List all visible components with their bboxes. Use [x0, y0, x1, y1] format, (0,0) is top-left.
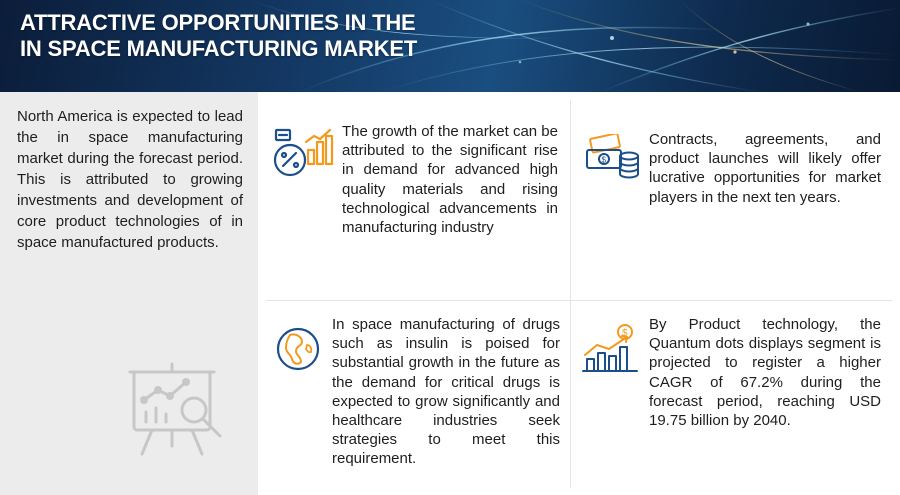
- money-coins-icon: [585, 134, 641, 189]
- header-banner: [0, 0, 900, 92]
- page-title: [20, 10, 417, 62]
- svg-text:$: $: [601, 155, 606, 165]
- left-panel: [0, 92, 258, 495]
- card-opportunities: [571, 92, 900, 300]
- card-drug-manufacturing: [258, 301, 570, 495]
- title-line-2: IN SPACE MANUFACTURING MARKET: [20, 36, 418, 61]
- card-product-technology-text: By Product technology, the Quantum dots displays segment is projected to register a higher CAGR of 67.2% during the forecast period, reaching USD 19.75 billion by 2040.: [649, 316, 881, 430]
- growth-chart-icon: [272, 128, 334, 185]
- card-product-technology: [571, 301, 900, 495]
- left-panel-text: North America is expected to lead the in space manufacturing market during the forecast period. This is attributed to growing investments and development of core product technologies of in space manufactured products.: [17, 108, 243, 251]
- svg-text:$: $: [622, 328, 628, 339]
- card-opportunities-text: Contracts, agreements, and product launches will likely offer lucrative opportunities for market players in the next ten years.: [649, 131, 881, 206]
- dollar-growth-icon: [581, 323, 641, 380]
- globe-icon: [274, 325, 322, 378]
- card-drug-manufacturing-text: In space manufacturing of drugs such as insulin is poised for substantial growth in the future as the demand for critical drugs is expected to grow significantly and healthcare industries seek strategies to meet this requirement.: [332, 316, 560, 468]
- right-panel: [258, 92, 900, 495]
- card-market-growth-text: The growth of the market can be attributed to the significant rise in demand for advanced high quality materials and rising technological advancements in manufacturing industry: [342, 123, 558, 237]
- title-line-1: ATTRACTIVE OPPORTUNITIES IN THE: [20, 10, 416, 35]
- analytics-board-icon: [128, 360, 232, 463]
- card-market-growth: [258, 92, 570, 300]
